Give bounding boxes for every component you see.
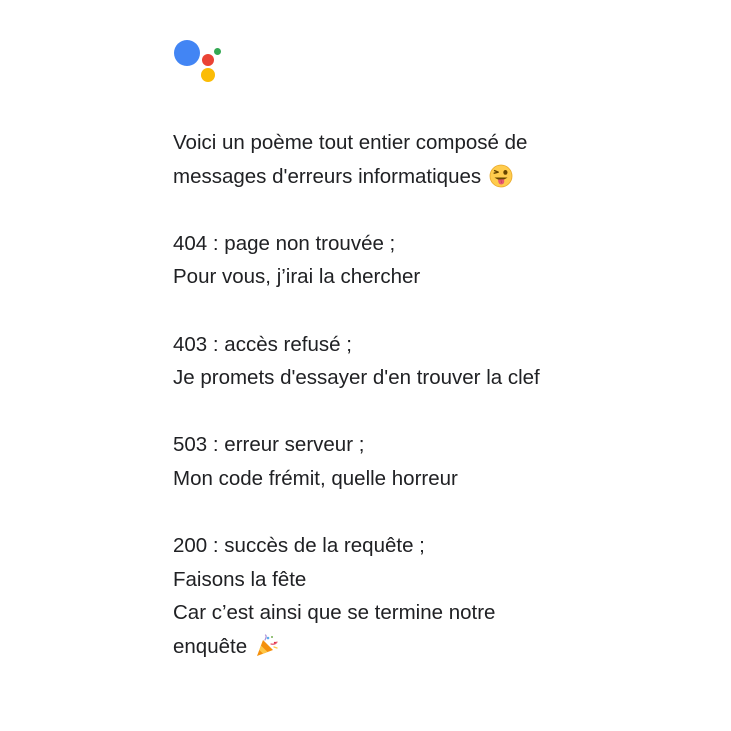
stanza-404-line-2: Pour vous, j’irai la chercher [173,265,421,289]
stanza-503 [173,428,573,495]
stanza-403-line-2: Je promets d'essayer d'en trouver la clef [173,366,540,390]
stanza-503-line-2: Mon code frémit, quelle horreur [173,466,458,490]
assistant-blue-dot [174,40,200,66]
assistant-red-dot [202,54,214,66]
stanza-503-line-1: 503 : erreur serveur ; [173,433,365,457]
intro-line-2 [173,160,573,194]
stanza-200-line-4 [173,630,573,664]
stanza-200-line-4-text: enquête [173,634,248,658]
stanza-200-line-1: 200 : succès de la requête ; [173,534,425,558]
assistant-green-dot [214,48,221,55]
stanza-200 [173,529,573,663]
assistant-yellow-dot [201,68,215,82]
google-assistant-icon [174,40,224,86]
stanza-404-line-1: 404 : page non trouvée ; [173,231,396,255]
stanza-403 [173,328,573,395]
assistant-message [173,126,573,664]
intro-paragraph [173,126,573,193]
stanza-200-line-3: Car c’est ainsi que se termine notre [173,601,496,625]
party-popper-icon [255,634,279,658]
stanza-200-line-2: Faisons la fête [173,567,307,591]
intro-line-2-text: messages d'erreurs informatiques [173,164,482,188]
stanza-404 [173,227,573,294]
intro-line-1: Voici un poème tout entier composé de [173,131,528,154]
winking-face-with-tongue-icon [489,164,513,188]
stanza-403-line-1: 403 : accès refusé ; [173,332,352,356]
